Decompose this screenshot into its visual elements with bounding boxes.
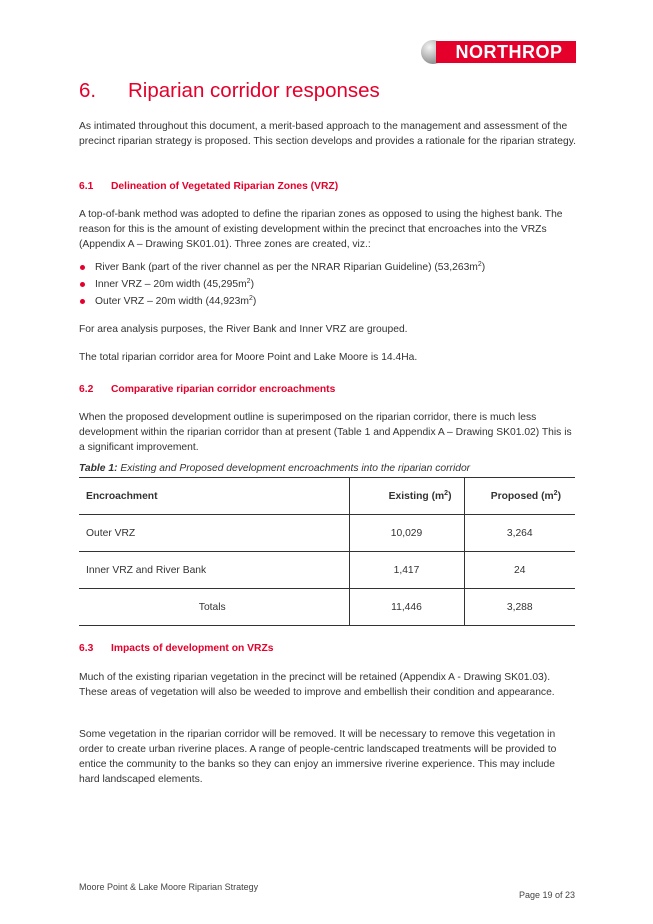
northrop-logo [421, 40, 576, 64]
subsection-number: 6.2 [79, 384, 94, 395]
zone-list [79, 259, 577, 310]
subsection-title: Impacts of development on VRZs [111, 643, 274, 654]
table-caption [79, 463, 470, 474]
caption-text: Existing and Proposed development encroachments into the riparian corridor [117, 463, 471, 474]
total-proposed: 3,288 [464, 589, 575, 626]
row-existing: 1,417 [349, 552, 464, 589]
row-existing: 10,029 [349, 515, 464, 552]
delineation-paragraph: A top-of-bank method was adopted to define the riparian zones as opposed to using the highest bank. The reason for this is the amount of existing development within the precinct that encroaches into the VRZs (Appendix A – Drawing SK01.01). Three zones are created, viz.: [79, 209, 563, 250]
subsection-heading-6-1 [79, 181, 338, 192]
table-row [79, 552, 575, 589]
table-total-row [79, 589, 575, 626]
encroachment-paragraph: When the proposed development outline is superimposed on the riparian corridor, there is much less development within the riparian corridor than at present (Table 1 and Appendix A – Drawing SK01.02) This is a significant improvement. [79, 412, 572, 453]
header-existing: Existing $(m^2)$ [349, 478, 464, 515]
removal-paragraph: Some vegetation in the riparian corridor will be removed. It will be necessary to remove this vegetation in order to create urban riverine places. A range of people-centric landscaped treatments will be provided to entice the community to the banks so they can enjoy an immersive riverine experience. This may include hard landscaped elements. [79, 729, 557, 785]
section-number: 6. [79, 79, 97, 102]
row-proposed: 3,264 [464, 515, 575, 552]
subsection-title: Comparative riparian corridor encroachments [111, 384, 336, 395]
subsection-title: Delineation of Vegetated Riparian Zones (VRZ) [111, 181, 339, 192]
subsection-number: 6.1 [79, 181, 94, 192]
retention-paragraph: Much of the existing riparian vegetation in the precinct will be retained (Appendix A - Drawing SK01.03). These areas of vegetation will also be weeded to improve and embellish their condition and appearance. [79, 672, 555, 698]
table-header-row [79, 478, 575, 515]
header-encroachment: Encroachment [79, 478, 349, 515]
intro-paragraph: As intimated throughout this document, a merit-based approach to the management and assessment of the precinct riparian strategy is proposed. This section develops and provides a rationale for the riparian strategy. [79, 121, 576, 147]
caption-label: Table 1: [79, 463, 118, 474]
footer-document-title: Moore Point & Lake Moore Riparian Strategy [79, 882, 259, 892]
section-title: Riparian corridor responses [128, 79, 380, 102]
row-label: Outer VRZ [79, 515, 349, 552]
subsection-heading-6-2 [79, 384, 335, 395]
subsection-number: 6.3 [79, 643, 94, 654]
encroachment-table [79, 477, 575, 626]
list-item: Inner VRZ – 20m width $(45,295m^2)$ [79, 276, 577, 293]
logo-text: NORTHROP [436, 41, 576, 63]
total-existing: 11,446 [349, 589, 464, 626]
list-item: River Bank (part of the river channel as per the NRAR Riparian Guideline) $(53,263m^2)$ [79, 259, 577, 276]
grouping-paragraph: For area analysis purposes, the River Bank and Inner VRZ are grouped. [79, 324, 408, 335]
subsection-heading-6-3 [79, 643, 274, 654]
row-label: Inner VRZ and River Bank [79, 552, 349, 589]
row-proposed: 24 [464, 552, 575, 589]
table-row [79, 515, 575, 552]
header-proposed: Proposed $(m^2)$ [464, 478, 575, 515]
footer-page-number: Page 19 of 23 [518, 890, 575, 900]
section-heading [79, 79, 380, 103]
list-item: Outer VRZ – 20m width $(44,923m^2)$ [79, 293, 577, 310]
total-label: Totals [79, 589, 349, 626]
total-area-paragraph: The total riparian corridor area for Moore Point and Lake Moore is 14.4Ha. [79, 352, 418, 363]
